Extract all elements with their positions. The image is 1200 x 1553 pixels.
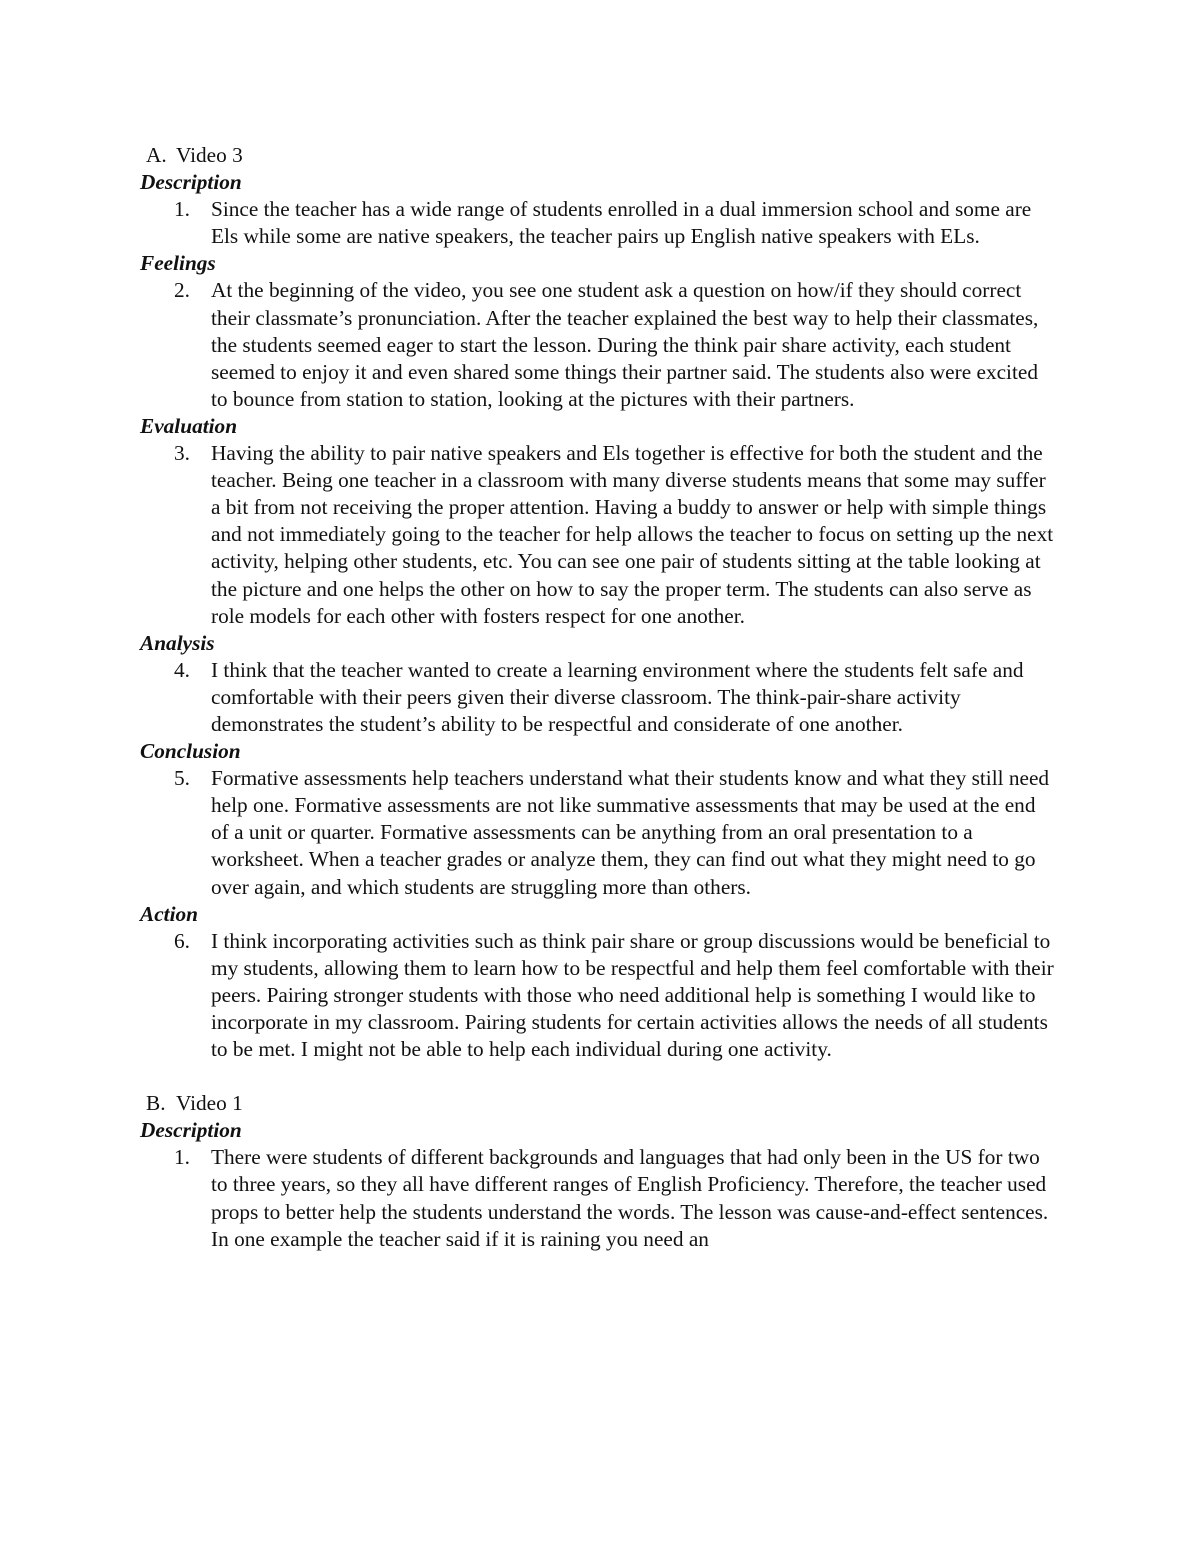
- item-number: 4.: [174, 657, 190, 682]
- section-title-text: Video 3: [176, 143, 243, 167]
- item-text: I think incorporating activities such as think pair share or group discussions would be beneficial to my students, allowing them to learn how to be respectful and help them feel comfortable with their peers. Pairing stronger students with those who need additional help is something I would like to incorporate in my classroom. Pairing students for certain activities allows the needs of all students to be met. I might not be able to help each individual during one activity.: [211, 928, 1054, 1062]
- item-text: There were students of different backgrounds and languages that had only been in the US for two to three years, so they all have different ranges of English Proficiency. Therefore, the teacher used props to better help the students understand the words. The lesson was cause-and-effect sentences. In one example the teacher said if it is raining you need an: [211, 1145, 1049, 1251]
- item-number: 1.: [174, 1145, 190, 1170]
- section-b-title: [140, 1090, 1060, 1117]
- subheading-feelings: Feelings: [140, 251, 216, 276]
- list-item: [140, 440, 1060, 630]
- document-body: [140, 142, 1060, 1253]
- item-number: 6.: [174, 928, 190, 953]
- subheading-action: Action: [140, 901, 198, 926]
- section-letter: B.: [146, 1091, 166, 1116]
- list-item: [140, 196, 1060, 250]
- item-text: I think that the teacher wanted to create a learning environment where the students felt safe and comfortable with their peers given their diverse classroom. The think-pair-share activity demonstrates the student’s ability to be respectful and considerate of one another.: [211, 657, 1024, 736]
- list-item: [140, 1144, 1060, 1252]
- list-item: [140, 657, 1060, 738]
- item-text: At the beginning of the video, you see one student ask a question on how/if they should correct their classmate’s pronunciation. After the teacher explained the best way to help their classmates, the students seemed eager to start the lesson. During the think pair share activity, each student seemed to enjoy it and even shared some things their partner said. The students also were excited to bounce from station to station, looking at the pictures with their partners.: [211, 278, 1039, 411]
- item-number: 2.: [174, 278, 190, 303]
- item-number: 3.: [174, 441, 190, 466]
- item-text: Since the teacher has a wide range of students enrolled in a dual immersion school and some are Els while some are native speakers, the teacher pairs up English native speakers with ELs.: [211, 197, 1032, 249]
- subheading-conclusion: Conclusion: [140, 739, 241, 764]
- list-item: [140, 765, 1060, 900]
- subheading-evaluation: Evaluation: [140, 413, 238, 438]
- section-a-title: [140, 142, 1060, 169]
- subheading-description: Description: [140, 1118, 242, 1143]
- item-text: Formative assessments help teachers understand what their students know and what they still need help one. Formative assessments are not like summative assessments that may be used at the end of a unit or quarter. Formative assessments can be anything from an oral presentation to a worksheet. When a teacher grades or analyze them, they can find out what they might need to go over again, and which students are struggling more than others.: [211, 766, 1050, 899]
- subheading-description: Description: [140, 170, 242, 195]
- item-text: Having the ability to pair native speakers and Els together is effective for both the student and the teacher. Being one teacher in a classroom with many diverse students means that some may suffer a bit from not receiving the proper attention. Having a buddy to answer or help with simple things and not immediately going to the teacher for help allows the teacher to focus on setting up the next activity, helping other students, etc. You can see one pair of students sitting at the table looking at the picture and one helps the other on how to say the proper term. The students can also serve as role models for each other with fosters respect for one another.: [211, 441, 1054, 628]
- list-item: [140, 928, 1060, 1063]
- section-spacer: [140, 1063, 1060, 1090]
- subheading-analysis: Analysis: [140, 630, 215, 655]
- section-title-text: Video 1: [176, 1091, 243, 1116]
- section-letter: A.: [146, 143, 167, 167]
- item-number: 5.: [174, 766, 190, 791]
- item-number: 1.: [174, 197, 190, 222]
- list-item: [140, 277, 1060, 412]
